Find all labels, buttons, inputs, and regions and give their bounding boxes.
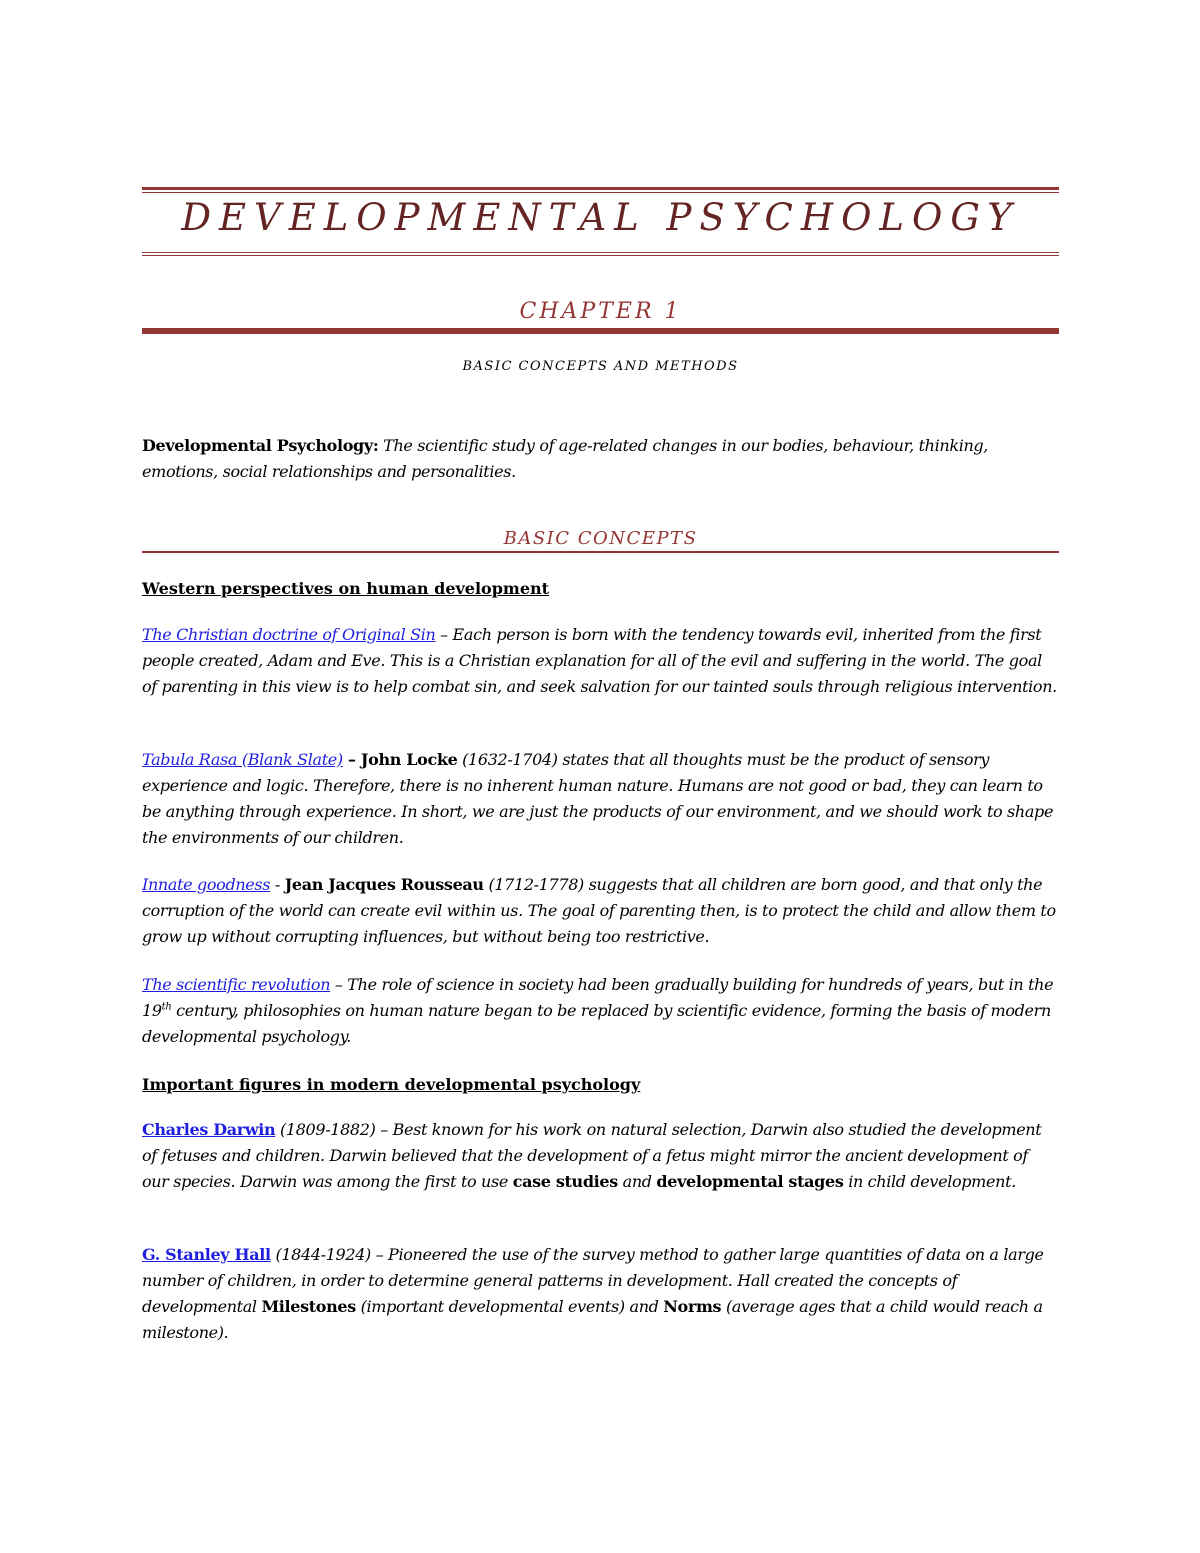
- text-hall-a: (1844-1924) – Pioneered the use of the survey method to gather large quantities of data on a large number of children, in order to determine general patterns in development. Hall created the concepts of developmental: [142, 1245, 1044, 1316]
- text-hall-b: (important developmental events) and: [355, 1297, 664, 1316]
- paragraph-scientific-revolution: [142, 972, 1059, 1050]
- link-tabula-rasa[interactable]: Tabula Rasa (Blank Slate): [142, 750, 343, 769]
- paragraph-innate-goodness: [142, 872, 1059, 950]
- paragraph-hall: [142, 1242, 1059, 1346]
- text-tabula-rasa: (1632-1704) states that all thoughts must be the product of sensory experience and logic. Therefore, there is no inherent human nature. Humans are not good or bad, they can learn to be anything through experience. In short, we are just the products of our environment, and we should work to shape the environments of our children.: [142, 750, 1054, 847]
- chapter-subtitle: BASIC CONCEPTS AND METHODS: [462, 359, 739, 374]
- western-perspectives-heading: Western perspectives on human development: [142, 579, 550, 598]
- text-scientific-revolution-a: – The role of science in society had been gradually building for hundreds of years, but in the 19: [142, 975, 1054, 1020]
- keyword-developmental-stages: developmental stages: [656, 1172, 844, 1191]
- text-original-sin: – Each person is born with the tendency towards evil, inherited from the first people created, Adam and Eve. This is a Christian explanation for all of the evil and suffering in the world. The goal of parenting in this view is to help combat sin, and seek salvation for our tainted souls through religious intervention.: [142, 625, 1057, 696]
- link-original-sin[interactable]: The Christian doctrine of Original Sin: [142, 625, 436, 644]
- person-rousseau: Jean Jacques Rousseau: [284, 875, 484, 894]
- text-darwin-a: (1809-1882) – Best known for his work on natural selection, Darwin also studied the development of fetuses and children. Darwin believed that the development of a fetus might mirror the ancient development of our species. Darwin was among the first to use: [142, 1120, 1042, 1191]
- title-top-rule-thick: [142, 187, 1059, 190]
- text-hall-c: (average ages that a child would reach a milestone).: [142, 1297, 1043, 1342]
- link-charles-darwin[interactable]: Charles Darwin: [142, 1120, 276, 1139]
- paragraph-original-sin: [142, 622, 1059, 700]
- text-scientific-revolution-b: century, philosophies on human nature began to be replaced by scientific evidence, forming the basis of modern developmental psychology.: [142, 1001, 1051, 1046]
- chapter-rule: [142, 328, 1059, 334]
- sep-innate-goodness: -: [270, 875, 285, 894]
- text-innate-goodness: (1712-1778) suggests that all children are born good, and that only the corruption of the world can create evil within us. The goal of parenting then, is to protect the child and allow them to grow up without corrupting influences, but without being too restrictive.: [142, 875, 1056, 946]
- title-bottom-rule-thick: [142, 255, 1059, 256]
- keyword-milestones: Milestones: [261, 1297, 356, 1316]
- definition-term: Developmental Psychology:: [142, 436, 379, 455]
- keyword-case-studies: case studies: [512, 1172, 618, 1191]
- document-title: DEVELOPMENTAL PSYCHOLOGY: [181, 196, 1020, 239]
- title-top-rule-thin: [142, 192, 1059, 193]
- person-john-locke: John Locke: [360, 750, 458, 769]
- link-scientific-revolution[interactable]: The scientific revolution: [142, 975, 331, 994]
- keyword-norms: Norms: [663, 1297, 722, 1316]
- sep-tabula-rasa: –: [342, 750, 361, 769]
- text-darwin-b: and: [617, 1172, 657, 1191]
- paragraph-tabula-rasa: [142, 747, 1059, 851]
- text-darwin-c: in child development.: [843, 1172, 1016, 1191]
- document-page: [142, 0, 1059, 1553]
- definition-text: The scientific study of age-related changes in our bodies, behaviour, thinking, emotions, social relationships and personalities.: [142, 436, 989, 481]
- definition-paragraph: [142, 433, 1059, 485]
- important-figures-heading: Important figures in modern developmental psychology: [142, 1075, 641, 1094]
- paragraph-darwin: [142, 1117, 1059, 1195]
- section-rule: [142, 551, 1059, 553]
- title-bottom-rule-thin: [142, 252, 1059, 253]
- section-heading-basic-concepts: BASIC CONCEPTS: [503, 528, 698, 549]
- link-g-stanley-hall[interactable]: G. Stanley Hall: [142, 1245, 271, 1264]
- link-innate-goodness[interactable]: Innate goodness: [142, 875, 271, 894]
- superscript-th: th: [161, 1001, 172, 1013]
- chapter-heading: CHAPTER 1: [519, 299, 682, 324]
